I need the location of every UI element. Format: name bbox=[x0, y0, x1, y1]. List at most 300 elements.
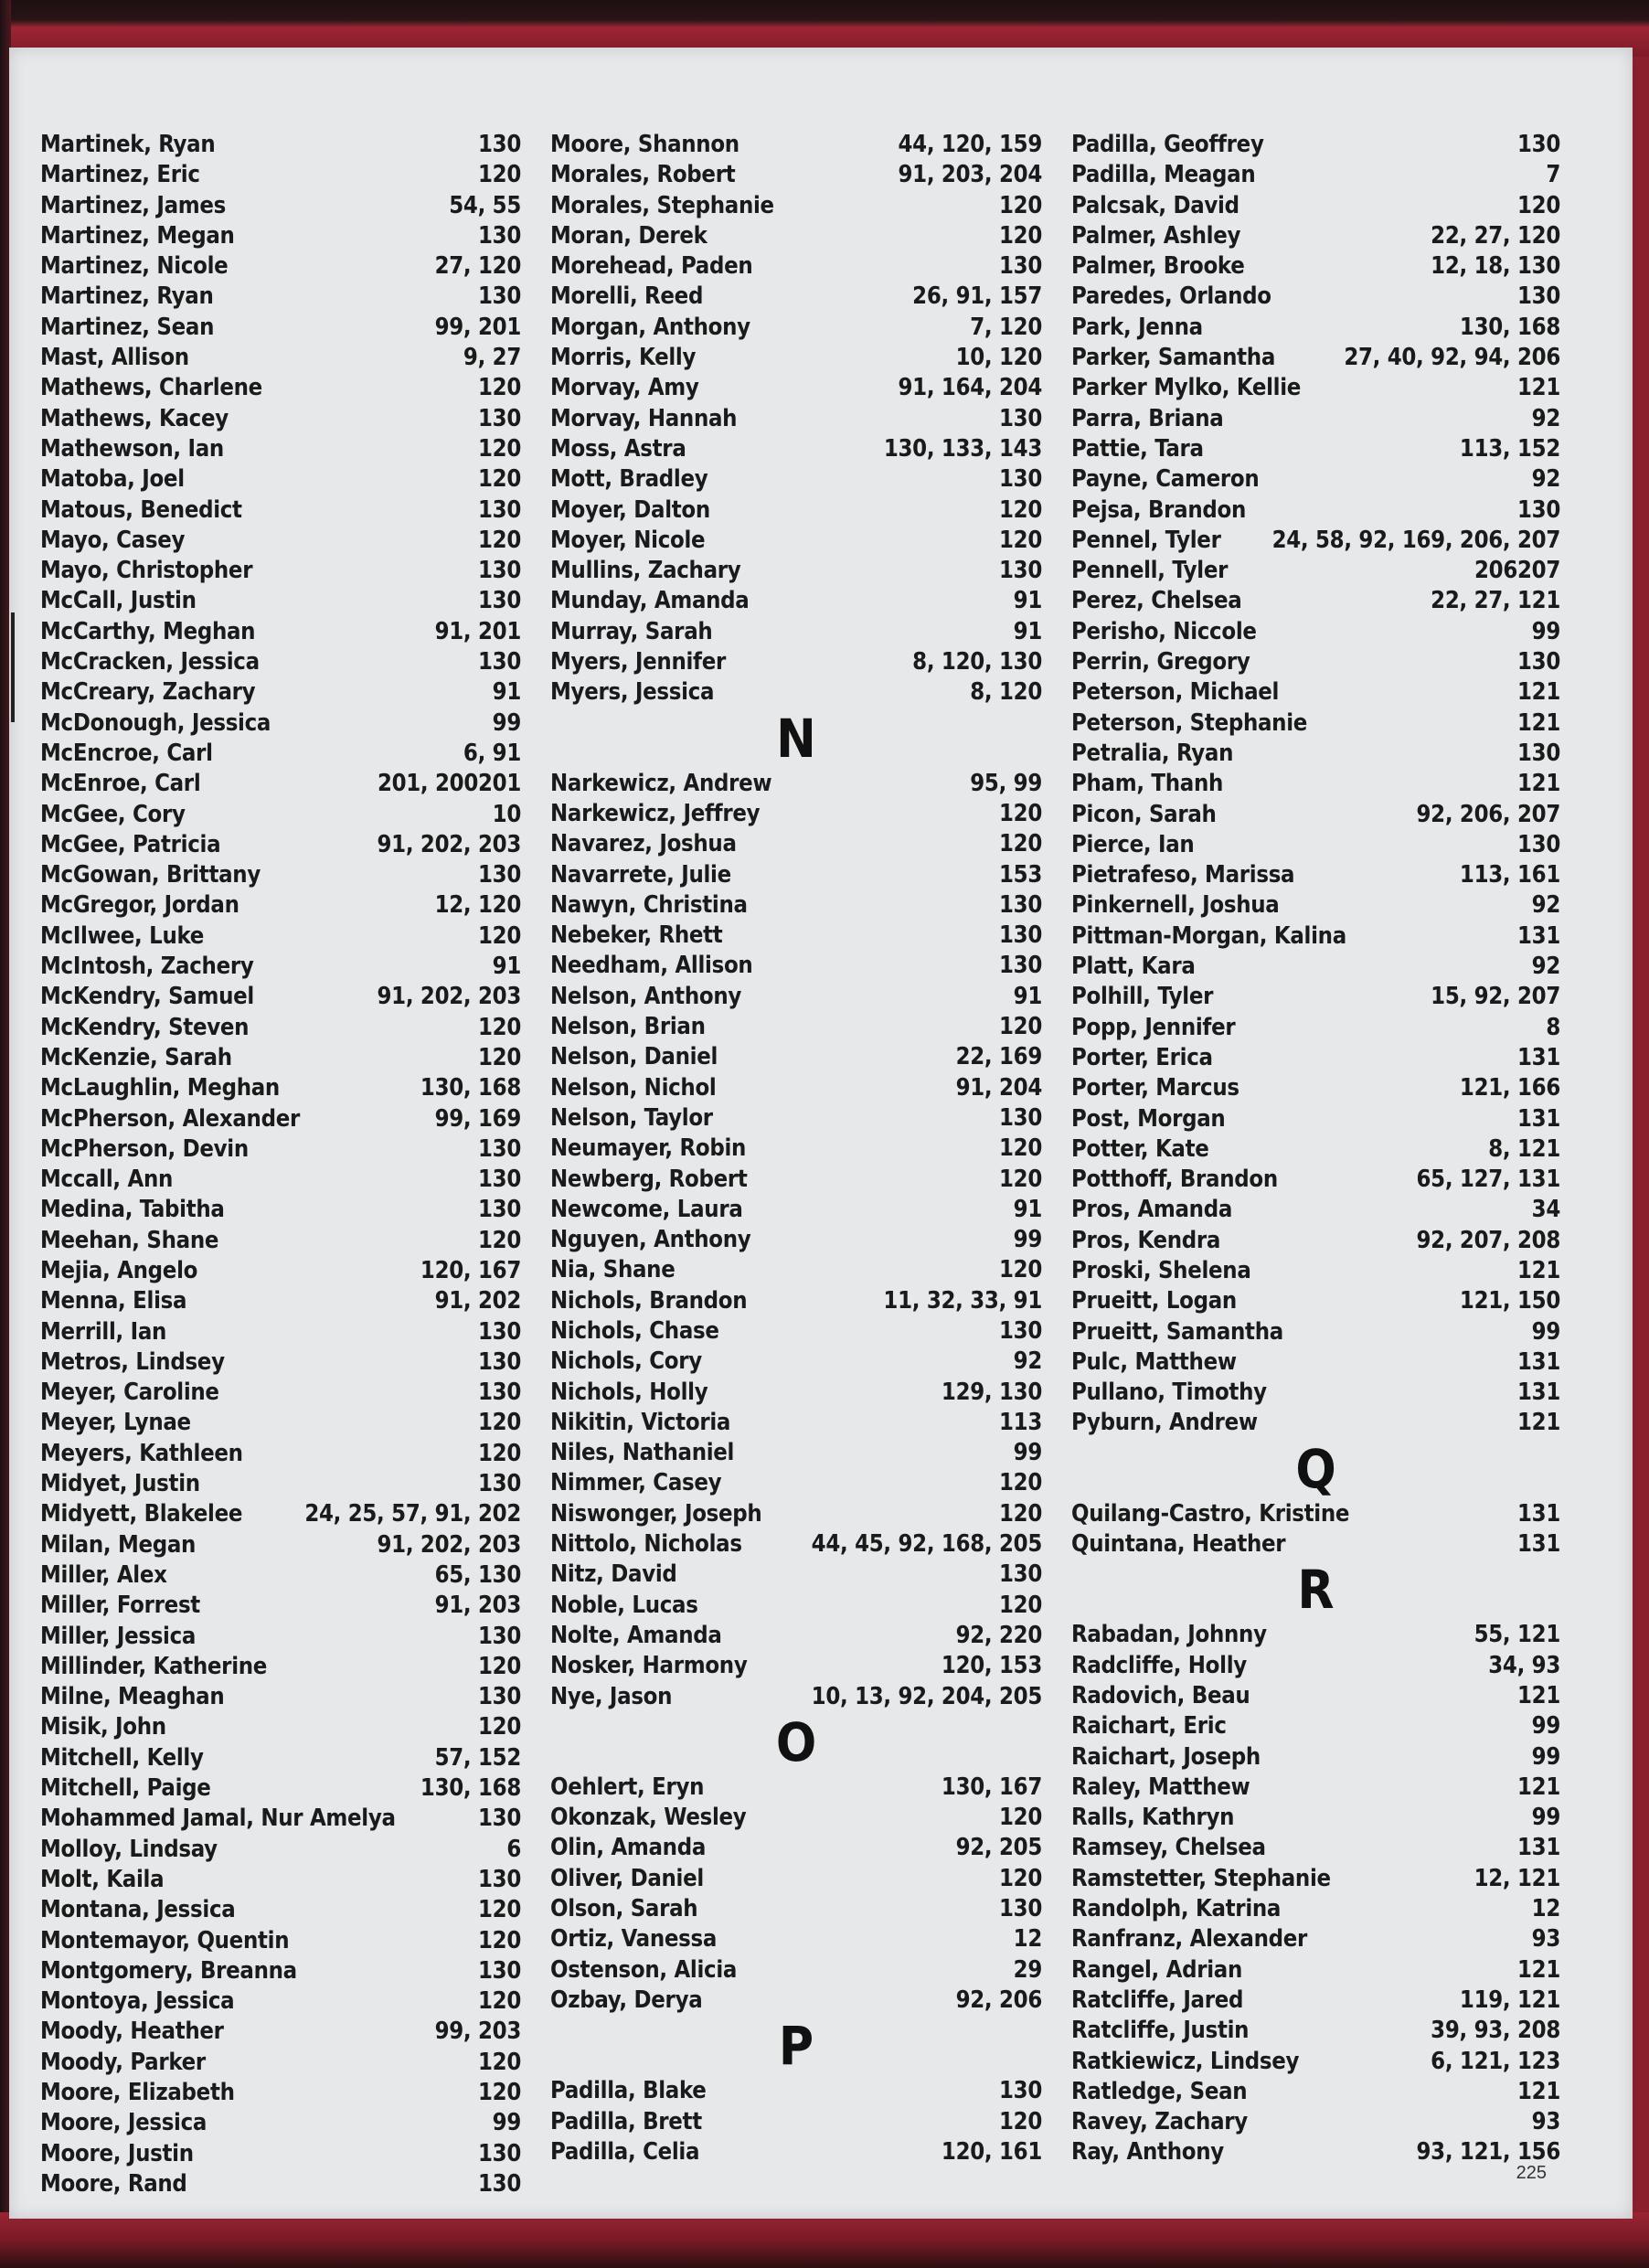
entry-pages: 91, 202, 203 bbox=[377, 1530, 521, 1559]
index-entry bbox=[40, 1956, 521, 1986]
entry-name: Ramsey, Chelsea bbox=[1071, 1834, 1266, 1862]
entry-name: Newberg, Robert bbox=[550, 1165, 748, 1193]
entry-pages: 91, 202, 203 bbox=[377, 983, 521, 1011]
entry-pages: 113, 152 bbox=[1459, 434, 1560, 463]
index-entry bbox=[550, 951, 1042, 981]
entry-pages: 99 bbox=[492, 708, 521, 737]
entry-pages: 120 bbox=[478, 434, 521, 463]
entry-pages: 8 bbox=[1546, 1013, 1560, 1041]
index-entry bbox=[40, 1652, 521, 1682]
entry-pages: 9, 27 bbox=[463, 344, 521, 372]
entry-name: Prueitt, Samantha bbox=[1071, 1317, 1283, 1346]
entry-name: Quintana, Heather bbox=[1071, 1530, 1286, 1559]
entry-pages: 120 bbox=[478, 1013, 521, 1041]
entry-name: Raichart, Joseph bbox=[1071, 1742, 1261, 1771]
entry-pages: 120 bbox=[478, 465, 521, 494]
entry-name: McGregor, Jordan bbox=[40, 891, 239, 920]
entry-name: Pullano, Timothy bbox=[1071, 1379, 1267, 1407]
index-entry bbox=[1071, 2016, 1560, 2046]
entry-pages: 120 bbox=[478, 1713, 521, 1741]
entry-pages: 121 bbox=[1517, 374, 1560, 402]
entry-name: McPherson, Alexander bbox=[40, 1104, 301, 1133]
index-entry bbox=[1071, 617, 1560, 647]
index-entry bbox=[1071, 1347, 1560, 1378]
entry-name: Millinder, Katherine bbox=[40, 1652, 268, 1680]
entry-pages: 121 bbox=[1517, 1681, 1560, 1709]
entry-name: Ranfranz, Alexander bbox=[1071, 1925, 1308, 1954]
index-entry bbox=[1071, 282, 1560, 312]
entry-pages: 27, 40, 92, 94, 206 bbox=[1344, 344, 1560, 372]
entry-pages: 121, 166 bbox=[1459, 1074, 1560, 1102]
index-column-2 bbox=[550, 130, 1042, 2167]
entry-name: Munday, Amanda bbox=[550, 587, 750, 615]
index-entry bbox=[1071, 1955, 1560, 1986]
entry-name: Nelson, Daniel bbox=[550, 1043, 718, 1071]
entry-name: Padilla, Brett bbox=[550, 2107, 702, 2135]
index-entry bbox=[550, 921, 1042, 951]
entry-name: Pejsa, Brandon bbox=[1071, 495, 1246, 524]
entry-name: Potthoff, Brandon bbox=[1071, 1166, 1278, 1194]
entry-pages: 131 bbox=[1517, 1043, 1560, 1071]
entry-name: Porter, Marcus bbox=[1071, 1074, 1239, 1102]
entry-name: Mathews, Kacey bbox=[40, 404, 229, 432]
entry-name: Pattie, Tara bbox=[1071, 434, 1204, 463]
entry-pages: 130 bbox=[478, 131, 521, 158]
index-entry bbox=[550, 1833, 1042, 1863]
entry-pages: 120 bbox=[999, 1591, 1042, 1619]
entry-name: McEncroe, Carl bbox=[40, 739, 213, 767]
entry-pages: 130 bbox=[478, 861, 521, 889]
index-entry bbox=[550, 1651, 1042, 1681]
index-entry bbox=[40, 2139, 521, 2169]
entry-name: Molt, Kaila bbox=[40, 1865, 165, 1893]
entry-name: Mast, Allison bbox=[40, 344, 189, 372]
index-column-3 bbox=[1071, 130, 1560, 2168]
index-entry bbox=[40, 404, 521, 434]
entry-name: Padilla, Celia bbox=[550, 2137, 700, 2166]
entry-name: Meyer, Lynae bbox=[40, 1409, 191, 1437]
index-entry bbox=[1071, 1833, 1560, 1863]
entry-pages: 130 bbox=[1517, 648, 1560, 676]
index-entry bbox=[1071, 495, 1560, 526]
entry-name: Milan, Megan bbox=[40, 1530, 197, 1559]
index-entry bbox=[550, 586, 1042, 616]
entry-pages: 99, 169 bbox=[434, 1104, 521, 1133]
entry-name: Rangel, Adrian bbox=[1071, 1955, 1242, 1984]
entry-name: Martinez, Eric bbox=[40, 161, 200, 189]
entry-name: Mathews, Charlene bbox=[40, 374, 262, 402]
entry-name: Pros, Amanda bbox=[1071, 1196, 1233, 1224]
entry-pages: 120 bbox=[478, 1226, 521, 1254]
entry-name: Narkewicz, Andrew bbox=[550, 769, 772, 797]
index-entry bbox=[550, 1955, 1042, 1986]
index-entry bbox=[1071, 982, 1560, 1012]
index-entry bbox=[1071, 404, 1560, 434]
entry-pages: 120 bbox=[478, 374, 521, 402]
index-entry bbox=[550, 1042, 1042, 1072]
index-entry bbox=[1071, 251, 1560, 282]
entry-pages: 121 bbox=[1517, 1409, 1560, 1437]
entry-name: Moran, Derek bbox=[550, 221, 707, 250]
index-entry bbox=[1071, 921, 1560, 952]
entry-pages: 99 bbox=[1531, 1317, 1560, 1346]
entry-pages: 130 bbox=[478, 1347, 521, 1376]
entry-pages: 120 bbox=[999, 2107, 1042, 2135]
entry-name: Parra, Briana bbox=[1071, 404, 1224, 432]
index-entry bbox=[550, 1347, 1042, 1377]
index-entry bbox=[1071, 1711, 1560, 1741]
entry-name: Ramstetter, Stephanie bbox=[1071, 1864, 1331, 1892]
index-entry bbox=[1071, 1529, 1560, 1560]
index-entry bbox=[550, 191, 1042, 221]
index-entry bbox=[40, 1317, 521, 1347]
entry-pages: 130 bbox=[478, 1622, 521, 1650]
index-entry bbox=[550, 343, 1042, 373]
entry-name: Padilla, Geoffrey bbox=[1071, 131, 1264, 158]
index-entry bbox=[550, 617, 1042, 647]
entry-name: Olin, Amanda bbox=[550, 1834, 707, 1862]
entry-name: Miller, Forrest bbox=[40, 1592, 200, 1620]
entry-pages: 8, 121 bbox=[1488, 1134, 1560, 1163]
entry-name: Ratcliffe, Justin bbox=[1071, 2017, 1250, 2045]
entry-name: Park, Jenna bbox=[1071, 313, 1203, 341]
entry-name: McCall, Justin bbox=[40, 587, 197, 615]
index-entry bbox=[550, 1894, 1042, 1924]
index-page bbox=[9, 48, 1633, 2219]
index-entry bbox=[550, 1438, 1042, 1468]
entry-name: Quilang-Castro, Kristine bbox=[1071, 1499, 1350, 1528]
entry-name: Ratledge, Sean bbox=[1071, 2077, 1248, 2105]
entry-name: Palmer, Ashley bbox=[1071, 221, 1241, 250]
entry-pages: 91, 203 bbox=[434, 1592, 521, 1620]
entry-name: Needham, Allison bbox=[550, 952, 753, 980]
entry-name: Pennell, Tyler bbox=[1071, 557, 1229, 585]
entry-pages: 121 bbox=[1517, 1955, 1560, 1984]
index-entry bbox=[40, 1469, 521, 1499]
index-entry bbox=[40, 2108, 521, 2138]
entry-name: Moyer, Nicole bbox=[550, 526, 706, 554]
index-entry bbox=[40, 556, 521, 586]
index-entry bbox=[550, 1499, 1042, 1529]
entry-pages: 130 bbox=[999, 252, 1042, 281]
entry-pages: 120 bbox=[478, 1926, 521, 1954]
entry-pages: 92 bbox=[1531, 404, 1560, 432]
entry-name: Niles, Nathaniel bbox=[550, 1439, 735, 1467]
entry-pages: 92 bbox=[1531, 953, 1560, 981]
index-entry bbox=[1071, 434, 1560, 464]
entry-pages: 24, 58, 92, 169, 206, 207 bbox=[1271, 526, 1560, 554]
index-entry bbox=[40, 1286, 521, 1316]
entry-pages: 65, 130 bbox=[434, 1560, 521, 1589]
index-entry bbox=[550, 1378, 1042, 1408]
entry-pages: 119, 121 bbox=[1459, 1986, 1560, 2014]
binding-mark bbox=[11, 612, 18, 722]
index-entry bbox=[1071, 313, 1560, 343]
index-entry bbox=[40, 1743, 521, 1773]
index-entry bbox=[1071, 191, 1560, 221]
entry-pages: 99 bbox=[1531, 1712, 1560, 1741]
entry-name: Padilla, Meagan bbox=[1071, 161, 1256, 189]
index-entry bbox=[40, 1622, 521, 1652]
index-entry bbox=[40, 1378, 521, 1408]
entry-name: Morris, Kelly bbox=[550, 344, 697, 372]
entry-name: Pulc, Matthew bbox=[1071, 1347, 1237, 1376]
index-entry bbox=[550, 556, 1042, 586]
entry-pages: 11, 32, 33, 91 bbox=[883, 1286, 1042, 1315]
entry-name: Prueitt, Logan bbox=[1071, 1287, 1237, 1315]
entry-name: Oliver, Daniel bbox=[550, 1864, 704, 1892]
entry-name: Murray, Sarah bbox=[550, 617, 713, 645]
index-entry bbox=[550, 1773, 1042, 1803]
entry-pages: 39, 93, 208 bbox=[1431, 2017, 1560, 2045]
index-entry bbox=[40, 1043, 521, 1073]
entry-name: Peterson, Stephanie bbox=[1071, 708, 1308, 737]
index-entry bbox=[1071, 1317, 1560, 1347]
entry-pages: 130 bbox=[999, 1895, 1042, 1923]
index-entry bbox=[550, 647, 1042, 677]
index-entry bbox=[40, 739, 521, 769]
entry-pages: 130 bbox=[999, 465, 1042, 494]
index-column-1 bbox=[40, 130, 521, 2199]
entry-pages: 99, 201 bbox=[434, 313, 521, 341]
index-entry bbox=[1071, 830, 1560, 860]
index-entry bbox=[40, 464, 521, 495]
entry-pages: 120 bbox=[478, 161, 521, 189]
entry-name: Morales, Robert bbox=[550, 161, 736, 189]
entry-name: Platt, Kara bbox=[1071, 953, 1196, 981]
entry-pages: 91 bbox=[492, 678, 521, 707]
entry-name: Nelson, Brian bbox=[550, 1013, 706, 1041]
index-entry bbox=[40, 1591, 521, 1621]
entry-pages: 130 bbox=[478, 1196, 521, 1224]
index-entry bbox=[1071, 860, 1560, 890]
entry-pages: 130 bbox=[999, 1560, 1042, 1589]
index-entry bbox=[1071, 1986, 1560, 2016]
index-entry bbox=[550, 130, 1042, 160]
entry-pages: 130 bbox=[478, 648, 521, 676]
entry-name: Mullins, Zachary bbox=[550, 557, 741, 585]
entry-name: Ray, Anthony bbox=[1071, 2138, 1224, 2167]
index-entry bbox=[1071, 1924, 1560, 1954]
entry-name: McCracken, Jessica bbox=[40, 648, 260, 676]
section-letter: O bbox=[775, 1710, 817, 1773]
entry-pages: 29 bbox=[1013, 1955, 1042, 1984]
entry-pages: 120 bbox=[999, 191, 1042, 219]
entry-pages: 99 bbox=[1531, 617, 1560, 645]
entry-pages: 121 bbox=[1517, 1256, 1560, 1284]
index-entry bbox=[40, 1712, 521, 1742]
entry-pages: 27, 120 bbox=[434, 252, 521, 281]
entry-pages: 12, 18, 130 bbox=[1431, 252, 1560, 281]
entry-pages: 120 bbox=[478, 1043, 521, 1071]
entry-name: Payne, Cameron bbox=[1071, 465, 1260, 494]
index-entry bbox=[1071, 1894, 1560, 1924]
entry-pages: 130 bbox=[478, 1166, 521, 1194]
entry-name: Raley, Matthew bbox=[1071, 1773, 1250, 1801]
entry-name: McPherson, Devin bbox=[40, 1134, 249, 1163]
index-entry bbox=[1071, 1378, 1560, 1408]
entry-pages: 120 bbox=[478, 1987, 521, 2016]
index-entry bbox=[40, 1530, 521, 1560]
entry-pages: 130, 168 bbox=[420, 1074, 521, 1102]
entry-pages: 91, 202, 203 bbox=[377, 830, 521, 858]
index-entry bbox=[1071, 800, 1560, 830]
entry-pages: 10, 13, 92, 204, 205 bbox=[811, 1682, 1042, 1710]
entry-pages: 130 bbox=[478, 557, 521, 585]
entry-pages: 130, 133, 143 bbox=[883, 434, 1042, 463]
entry-name: McGee, Patricia bbox=[40, 830, 221, 858]
entry-pages: 92 bbox=[1531, 465, 1560, 494]
index-entry bbox=[1071, 1226, 1560, 1256]
section-letter: R bbox=[1297, 1559, 1335, 1622]
index-entry bbox=[1071, 1408, 1560, 1438]
index-entry bbox=[1071, 1620, 1560, 1650]
index-entry bbox=[550, 526, 1042, 556]
index-entry bbox=[550, 1408, 1042, 1438]
entry-pages: 130, 168 bbox=[1459, 313, 1560, 341]
entry-pages: 120 bbox=[999, 1469, 1042, 1497]
entry-pages: 120 bbox=[999, 1804, 1042, 1832]
entry-name: Perez, Chelsea bbox=[1071, 587, 1242, 615]
entry-name: Mayo, Christopher bbox=[40, 557, 253, 585]
index-entry bbox=[550, 1316, 1042, 1347]
index-entry bbox=[1071, 769, 1560, 799]
index-entry bbox=[550, 982, 1042, 1012]
entry-name: Midyett, Blakelee bbox=[40, 1500, 243, 1528]
index-entry bbox=[550, 495, 1042, 526]
entry-pages: 130 bbox=[478, 2139, 521, 2167]
entry-pages: 130 bbox=[999, 1316, 1042, 1345]
entry-name: Midyet, Justin bbox=[40, 1470, 200, 1498]
entry-name: Radcliffe, Holly bbox=[1071, 1651, 1247, 1679]
index-entry bbox=[40, 1865, 521, 1895]
index-entry bbox=[40, 1104, 521, 1134]
entry-pages: 120 bbox=[999, 830, 1042, 858]
index-entry bbox=[1071, 1864, 1560, 1894]
entry-name: Nittolo, Nicholas bbox=[550, 1530, 742, 1559]
index-entry bbox=[1071, 1073, 1560, 1103]
section-letter: Q bbox=[1295, 1437, 1336, 1500]
entry-pages: 91 bbox=[1013, 1195, 1042, 1223]
entry-pages: 131 bbox=[1517, 1104, 1560, 1133]
entry-pages: 130 bbox=[478, 221, 521, 250]
entry-pages: 130 bbox=[478, 1470, 521, 1498]
entry-name: Ozbay, Derya bbox=[550, 1986, 703, 2014]
entry-name: Nichols, Chase bbox=[550, 1316, 719, 1345]
entry-pages: 6, 121, 123 bbox=[1431, 2047, 1560, 2075]
index-entry bbox=[40, 890, 521, 921]
index-entry bbox=[40, 1804, 521, 1834]
entry-pages: 44, 45, 92, 168, 205 bbox=[811, 1530, 1042, 1559]
index-entry bbox=[1071, 526, 1560, 556]
index-entry bbox=[40, 1895, 521, 1925]
entry-pages: 34, 93 bbox=[1488, 1651, 1560, 1679]
index-entry bbox=[40, 434, 521, 464]
index-entry bbox=[40, 617, 521, 647]
entry-pages: 120 bbox=[478, 526, 521, 554]
index-entry bbox=[1071, 373, 1560, 403]
entry-pages: 131 bbox=[1517, 1499, 1560, 1528]
index-entry bbox=[1071, 1013, 1560, 1043]
entry-pages: 93 bbox=[1531, 2108, 1560, 2136]
index-entry bbox=[550, 1924, 1042, 1954]
entry-pages: 120 bbox=[999, 1499, 1042, 1528]
index-entry bbox=[40, 1256, 521, 1286]
index-entry bbox=[1071, 1104, 1560, 1134]
index-entry bbox=[1071, 556, 1560, 586]
index-entry bbox=[550, 2107, 1042, 2137]
entry-pages: 120 bbox=[999, 526, 1042, 554]
entry-name: Neumayer, Robin bbox=[550, 1134, 747, 1163]
entry-name: McKenzie, Sarah bbox=[40, 1043, 232, 1071]
index-entry bbox=[40, 1682, 521, 1712]
entry-name: Ralls, Kathryn bbox=[1071, 1804, 1235, 1832]
entry-name: Palcsak, David bbox=[1071, 191, 1239, 219]
entry-name: Misik, John bbox=[40, 1713, 166, 1741]
entry-pages: 26, 91, 157 bbox=[912, 282, 1042, 311]
index-entry bbox=[40, 647, 521, 677]
entry-name: Montemayor, Quentin bbox=[40, 1926, 290, 1954]
index-entry bbox=[40, 769, 521, 799]
entry-name: Proski, Shelena bbox=[1071, 1256, 1251, 1284]
entry-pages: 91, 164, 204 bbox=[898, 374, 1042, 402]
entry-name: Milne, Meaghan bbox=[40, 1683, 225, 1711]
entry-name: Moyer, Dalton bbox=[550, 495, 710, 524]
index-entry bbox=[1071, 1773, 1560, 1803]
entry-name: Popp, Jennifer bbox=[1071, 1013, 1236, 1041]
index-entry bbox=[40, 1835, 521, 1865]
entry-pages: 92 bbox=[1013, 1347, 1042, 1376]
entry-pages: 130, 168 bbox=[420, 1774, 521, 1803]
entry-name: Rabadan, Johnny bbox=[1071, 1621, 1267, 1649]
index-entry bbox=[1071, 343, 1560, 373]
entry-name: Parker Mylko, Kellie bbox=[1071, 374, 1302, 402]
index-entry bbox=[1071, 1651, 1560, 1681]
entry-name: Radovich, Beau bbox=[1071, 1681, 1250, 1709]
index-entry bbox=[550, 251, 1042, 282]
entry-pages: 22, 27, 120 bbox=[1431, 221, 1560, 250]
entry-pages: 113 bbox=[999, 1408, 1042, 1436]
entry-name: Picon, Sarah bbox=[1071, 800, 1217, 828]
index-entry bbox=[550, 860, 1042, 890]
index-entry bbox=[40, 2017, 521, 2047]
entry-pages: 91 bbox=[492, 953, 521, 981]
index-entry bbox=[550, 434, 1042, 464]
index-entry bbox=[40, 1195, 521, 1225]
entry-pages: 130 bbox=[999, 952, 1042, 980]
entry-pages: 131 bbox=[1517, 1379, 1560, 1407]
index-entry bbox=[1071, 586, 1560, 616]
entry-name: Merrill, Ian bbox=[40, 1317, 167, 1346]
entry-name: Ostenson, Alicia bbox=[550, 1955, 738, 1984]
entry-pages: 130 bbox=[1517, 495, 1560, 524]
entry-pages: 15, 92, 207 bbox=[1431, 983, 1560, 1011]
section-letter: P bbox=[778, 2015, 814, 2078]
entry-pages: 92, 205 bbox=[955, 1834, 1042, 1862]
entry-pages: 130 bbox=[1517, 830, 1560, 858]
entry-name: Porter, Erica bbox=[1071, 1043, 1213, 1071]
index-entry bbox=[40, 495, 521, 526]
entry-pages: 153 bbox=[999, 860, 1042, 889]
entry-pages: 130 bbox=[999, 1103, 1042, 1132]
entry-name: Perrin, Gregory bbox=[1071, 648, 1250, 676]
index-entry bbox=[1071, 464, 1560, 495]
entry-name: Pierce, Ian bbox=[1071, 830, 1195, 858]
entry-name: Matous, Benedict bbox=[40, 495, 242, 524]
index-entry bbox=[550, 1165, 1042, 1195]
entry-name: Perisho, Niccole bbox=[1071, 617, 1257, 645]
entry-pages: 130 bbox=[478, 1865, 521, 1893]
